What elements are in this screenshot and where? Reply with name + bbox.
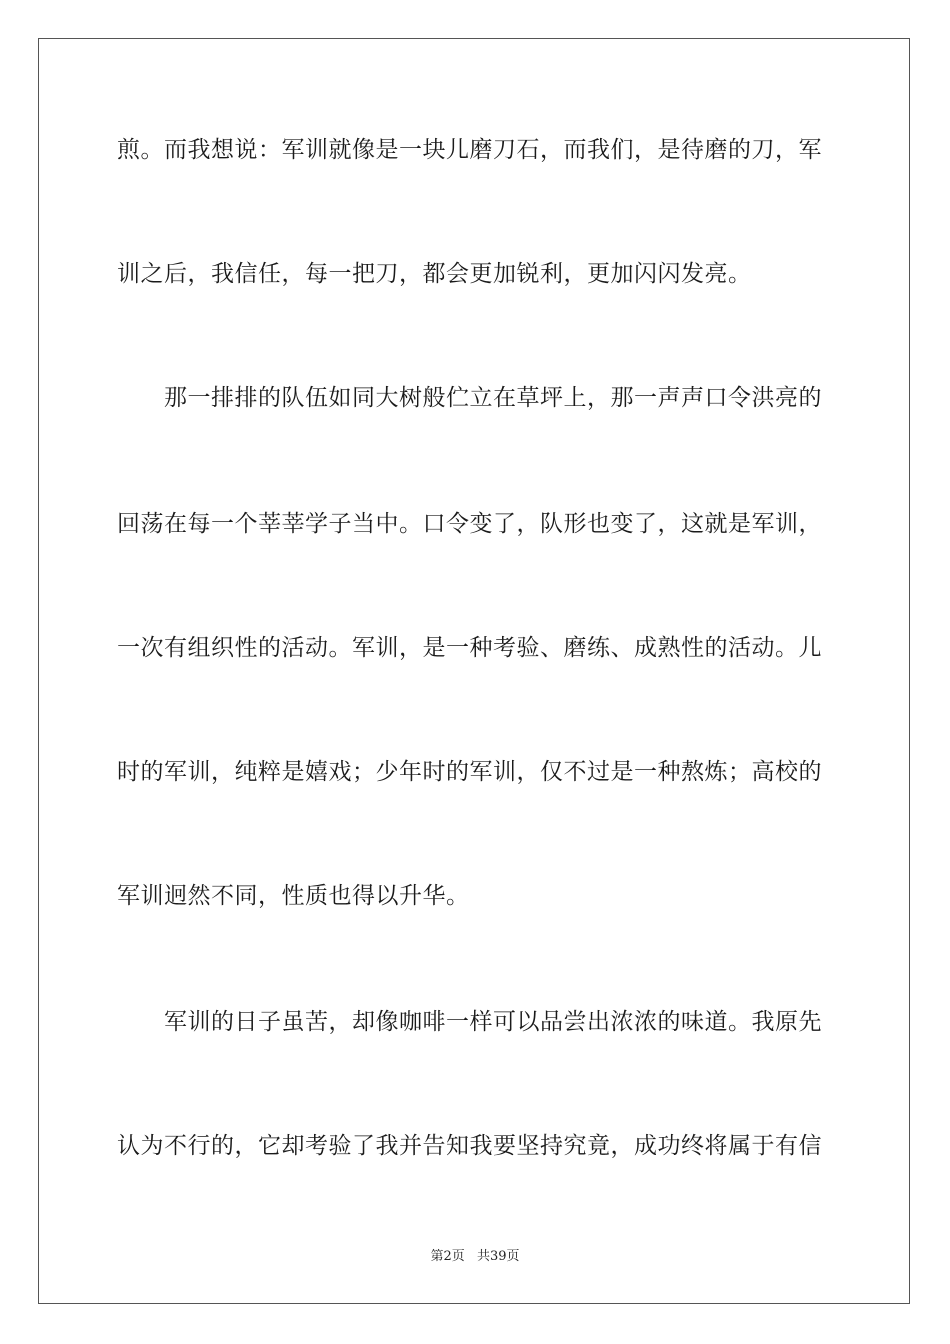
page-footer: [0, 1248, 950, 1266]
text-line-8: 军训的日子虽苦，却像咖啡一样可以品尝出浓浓的味道。我原先: [164, 1009, 822, 1035]
text-line-5: 一次有组织性的活动。军训，是一种考验、磨练、成熟性的活动。儿: [117, 635, 822, 661]
page-number: 第2页: [430, 1249, 465, 1264]
text-line-7: 军训迥然不同，性质也得以升华。: [117, 883, 470, 909]
text-line-2: 训之后，我信任，每一把刀，都会更加锐利，更加闪闪发亮。: [117, 261, 752, 287]
page-border: [38, 38, 910, 1304]
text-line-3: 那一排排的队伍如同大树般伫立在草坪上，那一声声口令洪亮的: [164, 385, 822, 411]
page-total: 共39页: [476, 1249, 520, 1264]
text-line-6: 时的军训，纯粹是嬉戏；少年时的军训，仅不过是一种熬炼；高校的: [117, 759, 822, 785]
text-line-9: 认为不行的，它却考验了我并告知我要坚持究竟，成功终将属于有信: [117, 1133, 822, 1159]
text-line-4: 回荡在每一个莘莘学子当中。口令变了，队形也变了，这就是军训，: [117, 511, 822, 537]
text-line-1: 煎。而我想说：军训就像是一块儿磨刀石，而我们，是待磨的刀，军: [117, 137, 822, 163]
